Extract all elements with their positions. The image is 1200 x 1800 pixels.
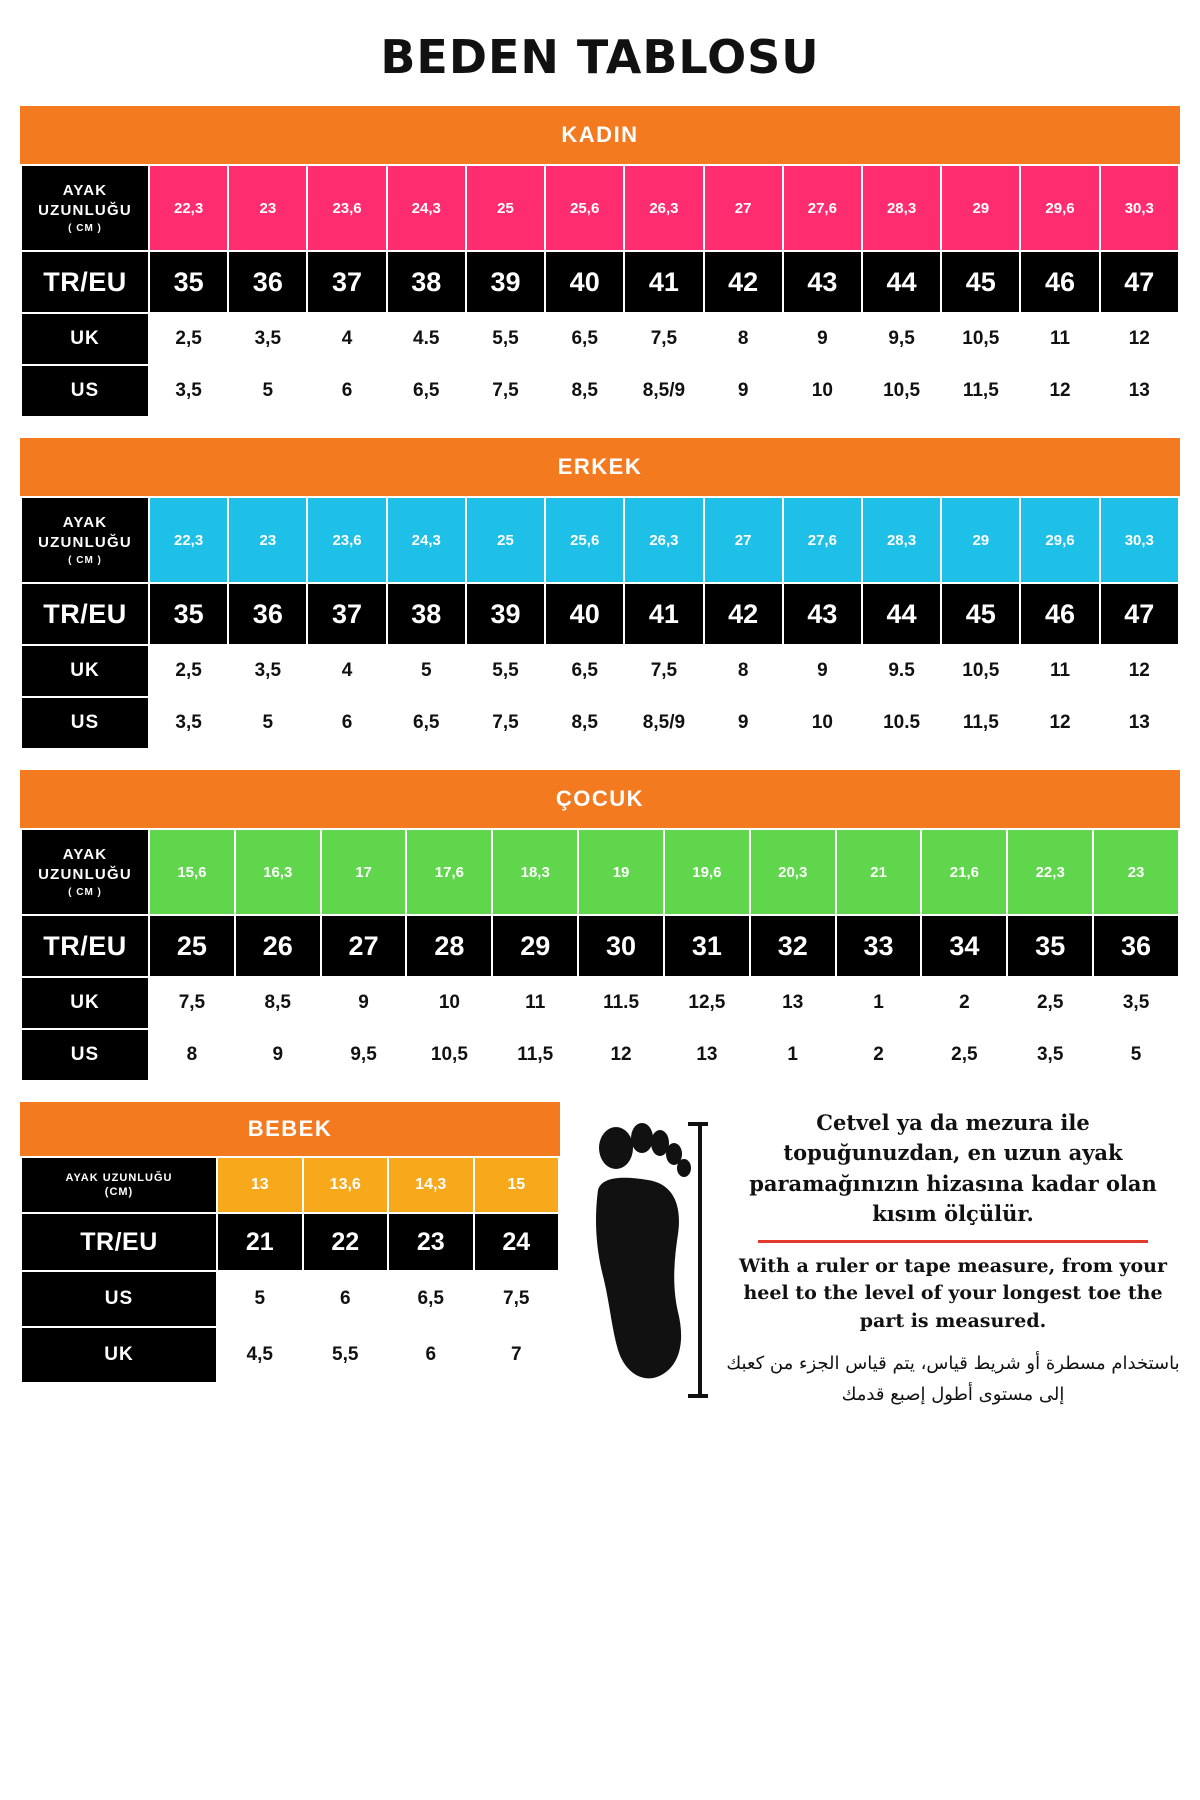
cell: 5: [1093, 1029, 1179, 1081]
cell: 3,5: [228, 645, 307, 697]
cell: 12: [1020, 365, 1099, 417]
section-erkek: [20, 438, 1180, 750]
cell: 13: [1100, 365, 1179, 417]
cell: 19: [578, 829, 664, 915]
cell: 36: [1093, 915, 1179, 977]
row-label-us: US: [21, 365, 149, 417]
instruction-tr: Cetvel ya da mezura ile topuğunuzdan, en uzun ayak paramağınızın hizasına kadar olan kısım ölçülür.: [749, 1110, 1157, 1227]
cell: 29: [941, 497, 1020, 583]
row-label-uk: UK: [21, 645, 149, 697]
cell: 45: [941, 251, 1020, 313]
cell: 13: [217, 1157, 303, 1213]
cell: 25,6: [545, 497, 624, 583]
cell: 46: [1020, 251, 1099, 313]
cell: 6: [307, 365, 386, 417]
cell: 5: [217, 1271, 303, 1327]
cell: 3,5: [149, 697, 228, 749]
table-row: [21, 251, 1179, 313]
row-label-us: US: [21, 697, 149, 749]
row-label-treu: TR/EU: [21, 251, 149, 313]
cell: 6,5: [545, 645, 624, 697]
cm-label-line2: UZUNLUĞU: [38, 866, 132, 884]
cell: 11.5: [578, 977, 664, 1029]
cell: 41: [624, 251, 703, 313]
cell: 25,6: [545, 165, 624, 251]
cm-label-inline: AYAK UZUNLUĞU: [65, 1171, 173, 1184]
cell: 27,6: [783, 497, 862, 583]
cell: 10: [783, 697, 862, 749]
cell: 13: [664, 1029, 750, 1081]
cell: 25: [149, 915, 235, 977]
cell: 9: [704, 697, 783, 749]
row-label-treu: TR/EU: [21, 915, 149, 977]
cell: 39: [466, 583, 545, 645]
cell: 29: [941, 165, 1020, 251]
cell: 5,5: [466, 645, 545, 697]
cell: 9: [783, 645, 862, 697]
cell: 13: [750, 977, 836, 1029]
cell: 4.5: [387, 313, 466, 365]
cell: 8,5: [545, 697, 624, 749]
section-kadin: [20, 106, 1180, 418]
section-bebek: [20, 1102, 560, 1384]
cell: 28,3: [862, 165, 941, 251]
cell: 12: [1100, 645, 1179, 697]
cell: 7,5: [466, 697, 545, 749]
table-row: [21, 645, 1179, 697]
cell: 30: [578, 915, 664, 977]
table-row: [21, 977, 1179, 1029]
cell: 7,5: [474, 1271, 560, 1327]
cell: 11,5: [492, 1029, 578, 1081]
table-row: [21, 1157, 559, 1213]
row-label-cm: [21, 1157, 217, 1213]
cell: 7,5: [149, 977, 235, 1029]
table-row: [21, 313, 1179, 365]
cell: 10.5: [862, 697, 941, 749]
row-label-cm: [21, 829, 149, 915]
cell: 11: [492, 977, 578, 1029]
cell: 21: [217, 1213, 303, 1271]
cell: 6: [388, 1327, 474, 1383]
cell: 2: [921, 977, 1007, 1029]
cell: 5: [228, 697, 307, 749]
cm-label-line3: ( CM ): [68, 554, 102, 566]
cell: 21: [836, 829, 922, 915]
table-row: [21, 583, 1179, 645]
cell: 6,5: [388, 1271, 474, 1327]
cell: 10,5: [941, 645, 1020, 697]
cell: 37: [307, 583, 386, 645]
cell: 42: [704, 251, 783, 313]
cell: 19,6: [664, 829, 750, 915]
cell: 11,5: [941, 365, 1020, 417]
row-label-cm: [21, 165, 149, 251]
cell: 3,5: [228, 313, 307, 365]
cell: 6,5: [545, 313, 624, 365]
cell: 44: [862, 583, 941, 645]
cell: 13,6: [303, 1157, 389, 1213]
row-label-treu: TR/EU: [21, 583, 149, 645]
cell: 13: [1100, 697, 1179, 749]
cell: 47: [1100, 251, 1179, 313]
cell: 5: [387, 645, 466, 697]
cell: 39: [466, 251, 545, 313]
cell: 7,5: [624, 645, 703, 697]
cell: 27: [704, 497, 783, 583]
cell: 12: [1100, 313, 1179, 365]
cell: 5,5: [303, 1327, 389, 1383]
measure-instructions: [726, 1102, 1180, 1411]
cell: 28: [406, 915, 492, 977]
cell: 8: [704, 313, 783, 365]
row-label-uk: UK: [21, 1327, 217, 1383]
cell: 7,5: [466, 365, 545, 417]
cell: 26: [235, 915, 321, 977]
cell: 6,5: [387, 365, 466, 417]
cell: 26,3: [624, 497, 703, 583]
cell: 8,5/9: [624, 697, 703, 749]
cell: 4: [307, 645, 386, 697]
cell: 36: [228, 583, 307, 645]
cm-label-line2: UZUNLUĞU: [38, 202, 132, 220]
cell: 23,6: [307, 165, 386, 251]
table-kadin: [20, 164, 1180, 418]
cell: 1: [836, 977, 922, 1029]
cell: 33: [836, 915, 922, 977]
table-bebek: [20, 1156, 560, 1384]
cell: 2,5: [921, 1029, 1007, 1081]
table-row: [21, 697, 1179, 749]
cell: 8,5: [545, 365, 624, 417]
cell: 8: [704, 645, 783, 697]
cell: 2,5: [1007, 977, 1093, 1029]
cell: 5,5: [466, 313, 545, 365]
cm-label-line1: AYAK: [62, 182, 108, 199]
cell: 9,5: [321, 1029, 407, 1081]
cell: 35: [1007, 915, 1093, 977]
cm-label-line1: AYAK: [62, 846, 108, 863]
bottom-area: [20, 1102, 1180, 1411]
cell: 43: [783, 583, 862, 645]
cell: 10: [406, 977, 492, 1029]
cell: 10,5: [862, 365, 941, 417]
cell: 23: [228, 165, 307, 251]
cell: 22: [303, 1213, 389, 1271]
cm-label-line3: ( CM ): [68, 886, 102, 898]
cell: 18,3: [492, 829, 578, 915]
table-row: [21, 497, 1179, 583]
cell: 40: [545, 583, 624, 645]
cell: 11,5: [941, 697, 1020, 749]
foot-diagram: [578, 1102, 708, 1410]
cell: 24: [474, 1213, 560, 1271]
cell: 7,5: [624, 313, 703, 365]
page-title: BEDEN TABLOSU: [380, 30, 820, 84]
section-heading-kadin: KADIN: [20, 106, 1180, 164]
cell: 9: [704, 365, 783, 417]
cell: 46: [1020, 583, 1099, 645]
cell: 41: [624, 583, 703, 645]
cell: 12: [578, 1029, 664, 1081]
section-heading-cocuk: ÇOCUK: [20, 770, 1180, 828]
cell: 8,5: [235, 977, 321, 1029]
cm-label-line3: ( CM ): [68, 222, 102, 234]
row-label-us: US: [21, 1029, 149, 1081]
cell: 6: [307, 697, 386, 749]
instruction-en: With a ruler or tape measure, from your heel to the level of your longest toe the part is measured.: [739, 1254, 1167, 1332]
cell: 9: [321, 977, 407, 1029]
row-label-treu: TR/EU: [21, 1213, 217, 1271]
cm-label-line2: UZUNLUĞU: [38, 534, 132, 552]
cell: 21,6: [921, 829, 1007, 915]
cell: 17: [321, 829, 407, 915]
cell: 36: [228, 251, 307, 313]
table-row: [21, 1271, 559, 1327]
cell: 27: [321, 915, 407, 977]
cell: 38: [387, 583, 466, 645]
section-cocuk: [20, 770, 1180, 1082]
section-heading-erkek: ERKEK: [20, 438, 1180, 496]
cell: 1: [750, 1029, 836, 1081]
cm-label-line1: AYAK: [62, 514, 108, 531]
cell: 30,3: [1100, 497, 1179, 583]
cell: 12: [1020, 697, 1099, 749]
cell: 10,5: [941, 313, 1020, 365]
cell: 37: [307, 251, 386, 313]
cell: 28,3: [862, 497, 941, 583]
cell: 26,3: [624, 165, 703, 251]
cell: 45: [941, 583, 1020, 645]
cell: 2,5: [149, 313, 228, 365]
table-row: [21, 1213, 559, 1271]
cell: 16,3: [235, 829, 321, 915]
cell: 38: [387, 251, 466, 313]
cell: 6,5: [387, 697, 466, 749]
cell: 3,5: [1007, 1029, 1093, 1081]
table-row: [21, 1029, 1179, 1081]
section-heading-bebek: BEBEK: [20, 1102, 560, 1156]
cell: 10: [783, 365, 862, 417]
cell: 8: [149, 1029, 235, 1081]
cell: 40: [545, 251, 624, 313]
cell: 23: [1093, 829, 1179, 915]
cell: 47: [1100, 583, 1179, 645]
cell: 2: [836, 1029, 922, 1081]
cell: 23: [228, 497, 307, 583]
cell: 4: [307, 313, 386, 365]
cell: 24,3: [387, 497, 466, 583]
cell: 11: [1020, 313, 1099, 365]
row-label-us: US: [21, 1271, 217, 1327]
table-row: [21, 915, 1179, 977]
cell: 34: [921, 915, 1007, 977]
footprint-icon: [578, 1110, 708, 1410]
cell: 25: [466, 497, 545, 583]
cell: 14,3: [388, 1157, 474, 1213]
cell: 23: [388, 1213, 474, 1271]
table-row: [21, 365, 1179, 417]
cell: 23,6: [307, 497, 386, 583]
cell: 4,5: [217, 1327, 303, 1383]
cell: 27: [704, 165, 783, 251]
cell: 35: [149, 251, 228, 313]
cell: 44: [862, 251, 941, 313]
cell: 29,6: [1020, 165, 1099, 251]
cell: 22,3: [149, 165, 228, 251]
cell: 24,3: [387, 165, 466, 251]
cell: 20,3: [750, 829, 836, 915]
row-label-uk: UK: [21, 977, 149, 1029]
cell: 35: [149, 583, 228, 645]
cell: 9: [235, 1029, 321, 1081]
cell: 32: [750, 915, 836, 977]
cell: 2,5: [149, 645, 228, 697]
cell: 25: [466, 165, 545, 251]
table-row: [21, 165, 1179, 251]
cell: 15: [474, 1157, 560, 1213]
cell: 29: [492, 915, 578, 977]
cell: 17,6: [406, 829, 492, 915]
cell: 42: [704, 583, 783, 645]
table-erkek: [20, 496, 1180, 750]
cell: 10,5: [406, 1029, 492, 1081]
cell: 9,5: [862, 313, 941, 365]
cell: 15,6: [149, 829, 235, 915]
cell: 31: [664, 915, 750, 977]
cell: 6: [303, 1271, 389, 1327]
table-row: [21, 829, 1179, 915]
cell: 9: [783, 313, 862, 365]
cell: 22,3: [1007, 829, 1093, 915]
cell: 5: [228, 365, 307, 417]
row-label-uk: UK: [21, 313, 149, 365]
cell: 27,6: [783, 165, 862, 251]
cell: 8,5/9: [624, 365, 703, 417]
cell: 30,3: [1100, 165, 1179, 251]
cell: 43: [783, 251, 862, 313]
cell: 11: [1020, 645, 1099, 697]
cell: 9.5: [862, 645, 941, 697]
table-row: [21, 1327, 559, 1383]
cm-label-inline2: (CM): [104, 1186, 134, 1198]
cell: 3,5: [149, 365, 228, 417]
instruction-ar: باستخدام مسطرة أو شريط قياس، يتم قياس الجزء من كعبك إلى مستوى أطول إصبع قدمك: [726, 1353, 1180, 1405]
cell: 7: [474, 1327, 560, 1383]
cell: 12,5: [664, 977, 750, 1029]
cell: 3,5: [1093, 977, 1179, 1029]
row-label-cm: [21, 497, 149, 583]
divider: [758, 1240, 1148, 1243]
cell: 29,6: [1020, 497, 1099, 583]
table-cocuk: [20, 828, 1180, 1082]
cell: 22,3: [149, 497, 228, 583]
